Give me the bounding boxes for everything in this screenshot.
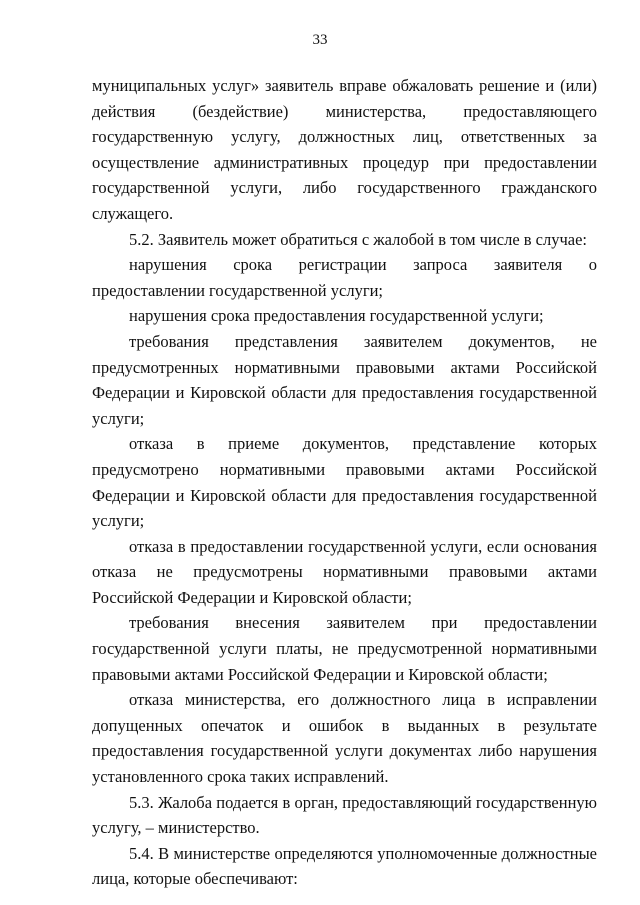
list-item-refusal-service: отказа в предоставлении государственной услуги, если основания отказа не предусмотрены нормативными правовыми актами Российской Федерации и Кировской области;	[92, 536, 597, 607]
paragraph-continuation: муниципальных услуг» заявитель вправе обжаловать решение и (или) действия (бездействие) министерства, предоставляющего государственную услугу, должностных лиц, ответственных за осуществление административных процедур при предоставлении государственной услуги, либо государственного гражданского служащего.	[92, 76, 597, 223]
list-item-correction-refusal: отказа министерства, его должностного лица в исправлении допущенных опечаток и ошибок в выданных в результате предоставления государственной услуги документах либо нарушения установленного срока таких исправлений.	[92, 690, 597, 787]
list-item-fee-demand: требования внесения заявителем при предоставлении государственной услуги платы, не предусмотренной нормативными правовыми актами Российской Федерации и Кировской области;	[92, 613, 597, 684]
list-item-extra-documents: требования представления заявителем документов, не предусмотренных нормативными правовыми актами Российской Федерации и Кировской области для предоставления государственной услуги;	[92, 331, 597, 428]
document-body	[92, 73, 597, 892]
page-number: 33	[312, 32, 328, 48]
paragraph-5-3: 5.3. Жалоба подается в орган, предоставляющий государственную услугу, – министерство.	[92, 792, 597, 838]
list-item-refusal-acceptance: отказа в приеме документов, представление которых предусмотрено нормативными правовыми актами Российской Федерации и Кировской области для предоставления государственной услуги;	[92, 434, 597, 531]
list-item-registration-violation: нарушения срока регистрации запроса заявителя о предоставлении государственной услуги;	[92, 255, 597, 300]
paragraph-5-4: 5.4. В министерстве определяются уполномоченные должностные лица, которые обеспечивают:	[92, 843, 597, 889]
list-item-term-violation: нарушения срока предоставления государственной услуги;	[129, 306, 544, 326]
paragraph-5-2: 5.2. Заявитель может обратиться с жалобой в том числе в случае:	[129, 229, 588, 249]
